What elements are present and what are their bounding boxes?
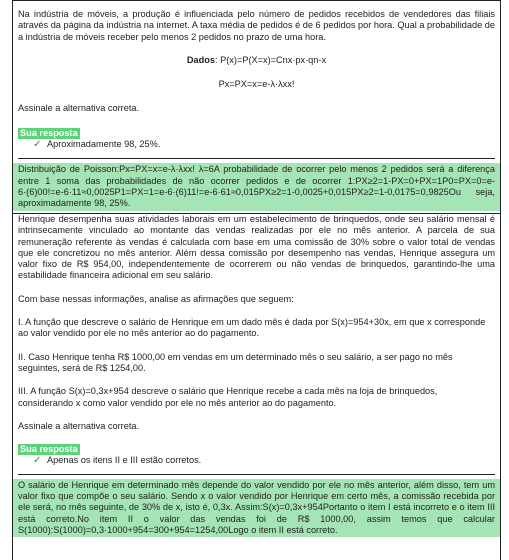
statement-item-2: II. Caso Henrique tenha R$ 1000,00 em vendas em um determinado mês o seu salário, a ser pago no mês seguintes, será de R$ 1254,00. [18,351,453,373]
explanation-2: O salário de Henrique em determinado mês depende do valor vendido por ele no mês anterior, além disso, tem um valor fixo que compõe o seu salário. Sendo x o valor vendido por Henrique em certo mês, a comissão recebida por ele será, no mês seguinte, de 30% de x, isto é, 0,3x. Assim:S(x)=0,3x+954Portanto o item I está incorreto e o item III está correto.No item II o valor das vendas foi de R$ 1000,00, assim temos que calcular S(1000):S(1000)=0,3·1000+954=300+954=1254,00Logo o item II está correto. [13,479,500,537]
explanation-1: Distribuição de Poisson:Px=PX=x=e-λ·λxx! λ=6A probabilidade de ocorrer pelo menos 2 pedidos será a diferença entre 1 soma das probabilidades de não ocorrer pedidos e de ocorrer 1:PX≥2=1-PX=0+PX=1P0=PX=0=e-6·(6)00!=e-6·11≈0,0025P1=PX=1=e-6·(6)11!=e-6·61≈0,015PX≥2=1-0,0025+0,015PX≥2=1-0,0175=0,9825Ou seja, aproximadamente 98, 25%. [13,163,500,210]
answer-2 [33,455,495,466]
statement-item-1: I. A função que descreve o salário de Henrique em um dado mês é dada por S(x)=954+30x, em que x corresponde ao valor vendido por ele no mês anterior ao do pagamento. [18,317,486,339]
poisson-formula: Px=PX=x=e-λ·λxx! [218,79,295,90]
statement-item-3: III. A função S(x)=0,3x+954 descreve o salário que Henrique recebe a cada mês na loja de brinquedos, considerando x como valor vendido por ele no mês anterior ao do pagamento. [18,386,438,408]
response-label-2: Sua resposta [20,444,78,455]
question-2-prompt: Com base nessas informações, analise as afirmações que seguem: [18,293,294,304]
question-1-statement: Na indústria de móveis, a produção é influenciada pelo número de pedidos recebidos de vendedores das filiais através da página da indústria na internet. A taxa média de pedidos é de 6 pedidos por hora. Qual a probabilidade de a indústria de móveis receber pelo menos 2 pedidos no prazo de uma hora. [18,9,495,42]
question-2-statement: Henrique desempenha suas atividades laborais em um estabelecimento de brinquedos, onde seu salário mensal é intrinsecamente vinculado ao montante das vendas realizadas por ele no mês anterior. A parcela de sua remuneração referente às vendas é calculada com base em uma comissão de 30% sobre o valor total de vendas que ele concretizou no mês anterior. Além dessa comissão por desempenho nas vendas, Henrique assegura um valor fixo de R$ 954,00, independentemente de ocorrerem ou não vendas de brinquedos, garantindo-lhe uma estabilidade financeira adicional em seu salário. [18,214,495,281]
answer-1-text: Aproximadamente 98, 25%. [47,139,161,150]
data-formula: : P(x)=P(X=x)=Cnx·px·qn-x [215,54,327,65]
response-label-2-row [18,444,495,455]
divider [18,158,495,159]
question-1 [12,0,501,214]
question-2 [12,213,501,560]
data-line [18,55,495,66]
answer-2-text: Apenas os itens II e III estão corretos. [47,455,202,466]
response-label-1-row [18,128,495,139]
question-2-instruction: Assinale a alternativa correta. [18,420,140,431]
response-label-1: Sua resposta [20,127,78,138]
check-icon: ✓ [33,139,42,151]
check-icon: ✓ [33,455,42,467]
answer-1 [33,139,495,150]
data-label: Dados [186,54,216,65]
divider [18,474,495,475]
question-1-instruction: Assinale a alternativa correta. [18,103,140,114]
